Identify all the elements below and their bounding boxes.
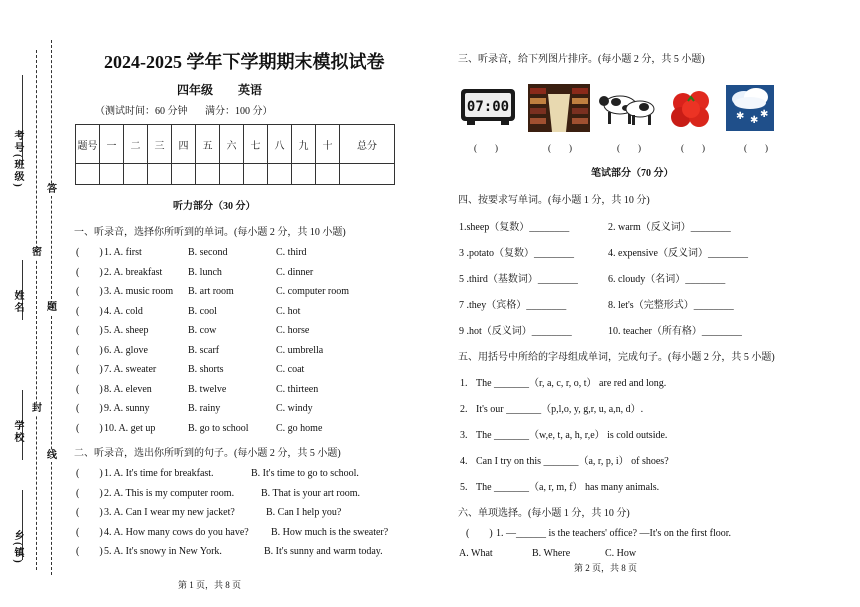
option-c: C. coat	[276, 364, 305, 375]
word-task: 10. teacher（所有格）________	[608, 326, 742, 337]
answer-bracket-5[interactable]: ( )	[744, 143, 768, 153]
school-label: 学校	[12, 420, 23, 444]
score-table-blank-row	[76, 164, 395, 185]
sentence-b: B. Can I help you?	[266, 507, 342, 518]
option-c: C. horse	[276, 325, 310, 336]
option-c: C. thirteen	[276, 383, 319, 395]
score-table	[75, 124, 395, 185]
option-a: 10. A. get up	[104, 422, 156, 434]
answer-bracket[interactable]: ( )	[76, 546, 103, 557]
score-col-1: 一	[100, 125, 124, 164]
subject-label: 英语	[238, 83, 263, 97]
sentence-text: It's our _______（p,l,o, y, g,r, u, a,n, d）.	[476, 404, 644, 415]
library-image	[528, 84, 586, 132]
score-cell[interactable]	[148, 164, 172, 185]
answer-bracket[interactable]: ( )	[76, 422, 103, 434]
sentence-number: 3.	[460, 430, 468, 441]
option-b: B. cow	[188, 325, 217, 336]
score-cell[interactable]	[220, 164, 244, 185]
part6-bracket[interactable]: ( )	[466, 528, 493, 539]
option-c: C. windy	[276, 403, 313, 414]
word-task: 9 .hot（反义词）________	[459, 326, 572, 337]
option-a: 4. A. cold	[104, 305, 143, 317]
answer-bracket[interactable]: ( )	[76, 468, 103, 479]
score-cell[interactable]	[196, 164, 220, 185]
listening-section-title: 听力部分（30 分）	[173, 201, 256, 212]
option-b: B. cool	[188, 305, 217, 317]
score-col-4: 四	[172, 125, 196, 164]
answer-bracket-2[interactable]: ( )	[548, 143, 572, 153]
score-cell[interactable]	[172, 164, 196, 185]
answer-bracket-4[interactable]: ( )	[681, 143, 705, 153]
part6-option-a: A. What	[459, 548, 493, 559]
answer-bracket[interactable]: ( )	[76, 383, 103, 395]
exam-title: 2024-2025 学年下学期期末模拟试卷	[104, 52, 385, 72]
sentence-b: B. That is your art room.	[261, 487, 360, 499]
seal-char-da: 答	[47, 184, 57, 195]
bookshelf-icon	[528, 84, 590, 132]
word-task: 2. warm（反义词）________	[608, 222, 731, 233]
option-a: 7. A. sweater	[104, 364, 157, 375]
score-cell[interactable]	[76, 164, 100, 185]
sentence-text: The _______（a, r, m, f） has many animals.	[476, 482, 660, 493]
option-a: 2. A. breakfast	[104, 266, 163, 278]
option-a: 5. A. sheep	[104, 325, 149, 336]
option-b: B. art room	[188, 286, 234, 297]
score-cell[interactable]	[292, 164, 316, 185]
sentence-b: B. It's time to go to school.	[251, 468, 359, 479]
snow-cloud-icon	[726, 85, 774, 131]
seal-char-feng: 封	[32, 403, 42, 414]
option-b: B. rainy	[188, 403, 221, 414]
score-col-6: 六	[220, 125, 244, 164]
option-c: C. third	[276, 247, 307, 258]
sentence-text: The _______（w,e, t, a, h, r,e） is cold outside.	[476, 430, 668, 441]
answer-bracket[interactable]: ( )	[76, 266, 103, 278]
tomatoes-image	[667, 87, 725, 135]
tomato-icon	[667, 87, 715, 131]
word-task: 5 .third（基数词）________	[459, 274, 578, 285]
score-col-9: 九	[292, 125, 316, 164]
sentence-b: B. How much is the sweater?	[271, 526, 389, 538]
sentence-number: 1.	[460, 378, 468, 389]
snowy-image	[726, 85, 784, 133]
option-a: 9. A. sunny	[104, 403, 150, 414]
alarm-clock-icon	[459, 87, 517, 127]
full-score: 满分：100 分）	[205, 106, 273, 117]
test-time: （测试时间：60 分钟	[95, 106, 188, 117]
word-task: 6. cloudy（名词）________	[608, 274, 726, 285]
option-a: 3. A. music room	[104, 286, 174, 297]
sentence-text: The _______（r, a, c, r, o, t） are red and long.	[476, 378, 667, 389]
svg-text:✱: ✱	[750, 115, 759, 126]
part6-option-c: C. How	[605, 548, 637, 559]
option-c: C. go home	[276, 422, 323, 434]
sentence-number: 5.	[460, 482, 468, 493]
sentence-a: 4. A. How many cows do you have?	[104, 526, 249, 538]
score-cell[interactable]	[268, 164, 292, 185]
word-task: 4. expensive（反义词）________	[608, 248, 748, 259]
score-col-2: 二	[124, 125, 148, 164]
sentence-number: 2.	[460, 404, 468, 415]
score-col-total: 总分	[340, 125, 395, 164]
option-b: B. lunch	[188, 266, 222, 278]
sentence-text: Can I try on this _______（a, r, p, i） of shoes?	[476, 456, 669, 467]
cows-image	[598, 87, 656, 135]
option-c: C. dinner	[276, 266, 314, 278]
part4-title: 四、按要求写单词。(每小题 1 分，共 10 分)	[458, 195, 650, 206]
answer-bracket[interactable]: ( )	[76, 364, 103, 375]
word-task: 8. let's（完整形式）________	[608, 300, 734, 311]
answer-bracket-3[interactable]: ( )	[617, 143, 641, 153]
option-b: B. scarf	[188, 344, 220, 356]
score-cell[interactable]	[100, 164, 124, 185]
sentence-a: 3. A. Can I wear my new jacket?	[104, 507, 235, 518]
score-cell[interactable]	[124, 164, 148, 185]
score-col-3: 三	[148, 125, 172, 164]
answer-bracket[interactable]: ( )	[76, 305, 103, 317]
answer-bracket[interactable]: ( )	[76, 286, 103, 297]
part3-title: 三、听录音，给下列图片排序。(每小题 2 分，共 5 小题)	[458, 54, 705, 65]
word-task: 3 .potato（复数）________	[459, 248, 574, 259]
option-b: B. shorts	[188, 364, 224, 375]
part6-option-b: B. Where	[532, 548, 571, 559]
sentence-a: 2. A. This is my computer room.	[104, 487, 235, 499]
sentence-b: B. It's sunny and warm today.	[264, 546, 383, 557]
seal-char-xian: 线	[47, 450, 57, 461]
score-col-5: 五	[196, 125, 220, 164]
option-c: C. computer room	[276, 286, 350, 297]
part2-title: 二、听录音，选出你所听到的句子。(每小题 2 分，共 5 小题)	[74, 448, 341, 459]
town-label: 乡(镇)	[12, 530, 23, 565]
option-b: B. go to school	[188, 422, 249, 434]
part6-title: 六、单项选择。(每小题 1 分，共 10 分)	[458, 508, 630, 519]
answer-bracket[interactable]: ( )	[76, 487, 103, 499]
score-table-header-row	[76, 125, 395, 164]
cow-icon	[598, 87, 658, 129]
footer-left: 第 1 页，共 8 页	[178, 580, 242, 590]
score-col-7: 七	[244, 125, 268, 164]
score-cell[interactable]	[244, 164, 268, 185]
seal-char-ti: 题	[47, 302, 57, 313]
footer-right: 第 2 页，共 8 页	[574, 563, 638, 573]
word-task: 7 .they（宾格）________	[459, 300, 567, 311]
sentence-number: 4.	[460, 456, 468, 467]
option-a: 6. A. glove	[104, 344, 148, 356]
answer-bracket[interactable]: ( )	[76, 325, 103, 336]
sentence-a: 1. A. It's time for breakfast.	[104, 468, 214, 479]
svg-text:✱: ✱	[736, 111, 745, 122]
option-a: 1. A. first	[104, 247, 142, 258]
part6-q1: 1. —______ is the teachers' office? —It's on the first floor.	[496, 528, 732, 539]
binding-line-outer	[36, 50, 37, 570]
grade-label: 四年级	[177, 83, 214, 97]
part5-title: 五、用括号中所给的字母组成单词，完成句子。(每小题 2 分，共 5 小题)	[458, 352, 775, 363]
score-cell[interactable]	[316, 164, 340, 185]
score-col-10: 十	[316, 125, 340, 164]
score-col-tihao: 题号	[76, 125, 100, 164]
kaohao-label: 考号(班级)	[12, 130, 23, 189]
answer-bracket[interactable]: ( )	[76, 507, 103, 518]
seal-char-mi: 密	[32, 247, 42, 258]
option-c: C. umbrella	[276, 344, 324, 356]
option-c: C. hot	[276, 305, 301, 317]
answer-bracket[interactable]: ( )	[76, 526, 103, 538]
option-b: B. second	[188, 247, 228, 258]
name-label: 姓名	[12, 290, 23, 314]
sentence-a: 5. A. It's snowy in New York.	[104, 546, 222, 557]
word-task: 1.sheep（复数）________	[459, 222, 570, 233]
answer-bracket[interactable]: ( )	[76, 403, 103, 414]
option-a: 8. A. eleven	[104, 383, 152, 395]
score-cell[interactable]	[340, 164, 395, 185]
score-col-8: 八	[268, 125, 292, 164]
svg-text:✱: ✱	[760, 109, 769, 120]
written-section-title: 笔试部分（70 分）	[591, 168, 674, 179]
clock-time-text: 07:00	[466, 99, 510, 115]
option-b: B. twelve	[188, 383, 227, 395]
answer-bracket[interactable]: ( )	[76, 247, 103, 258]
alarm-clock-image	[459, 87, 517, 135]
answer-bracket-1[interactable]: ( )	[474, 143, 498, 153]
part1-title: 一、听录音，选择你所听到的单词。(每小题 2 分，共 10 小题)	[74, 227, 346, 238]
answer-bracket[interactable]: ( )	[76, 344, 103, 356]
